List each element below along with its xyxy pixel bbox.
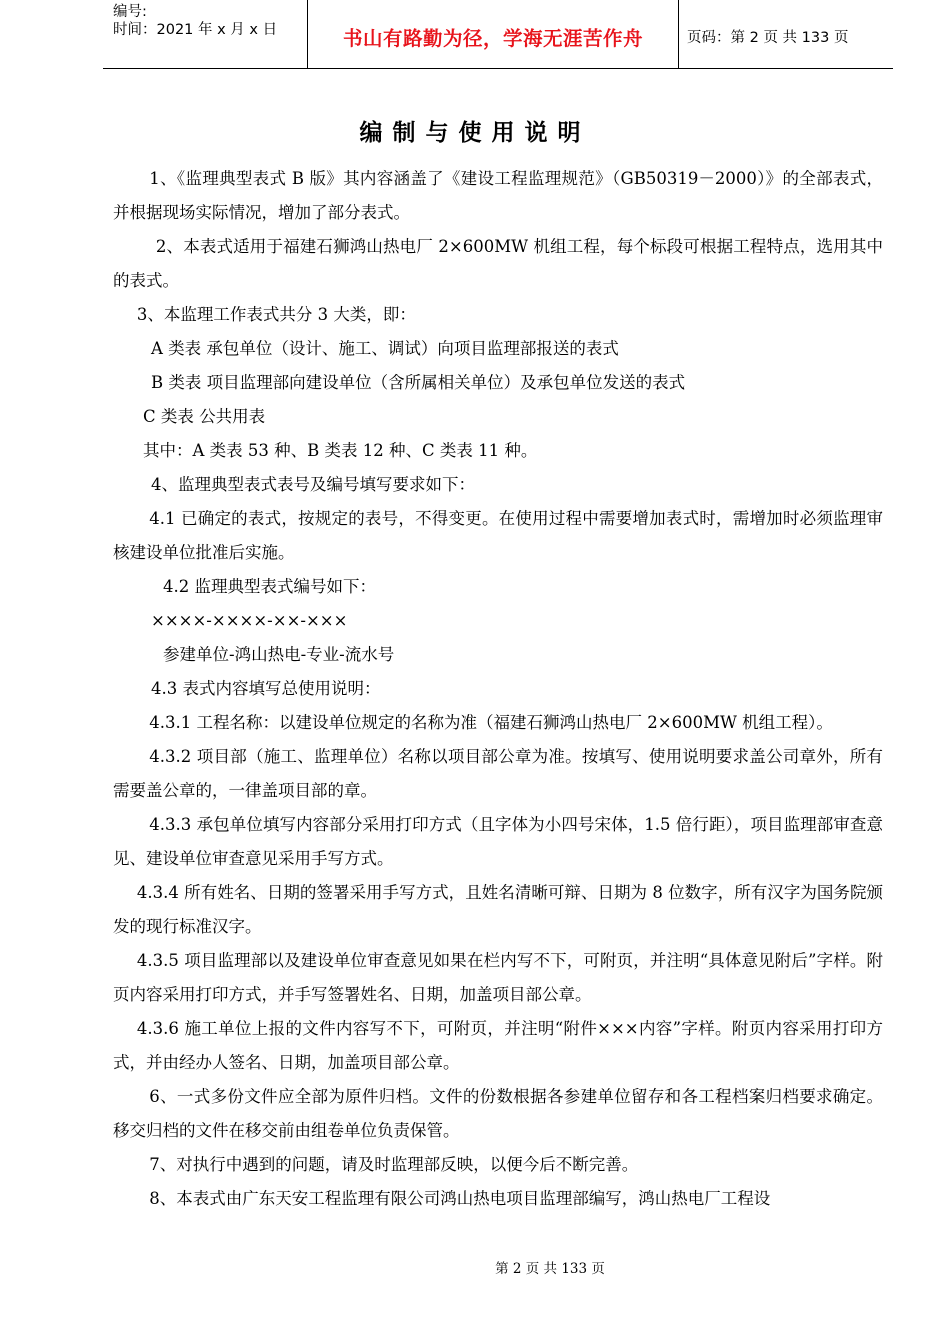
paragraph: 4.3.2 项目部（施工、监理单位）名称以项目部公章为准。按填写、使用说明要求盖公司章外，所有需要盖公章的，一律盖项目部的章。 bbox=[113, 747, 883, 800]
header-page-cell bbox=[687, 0, 893, 68]
document-number-label: 编号: bbox=[113, 4, 147, 20]
paragraph: 4.3.3 承包单位填写内容部分采用打印方式（且字体为小四号宋体，1.5 倍行距），项目监理部审查意见、建设单位审查意见采用手写方式。 bbox=[113, 815, 883, 868]
paragraph: 4.1 已确定的表式，按规定的表号，不得变更。在使用过程中需要增加表式时，需增加时必须监理审核建设单位批准后实施。 bbox=[113, 509, 883, 562]
paragraph: 3、本监理工作表式共分 3 大类，即： bbox=[136, 305, 416, 324]
document-title: 编制与使用说明 bbox=[359, 120, 591, 146]
paragraph: 4.2 监理典型表式编号如下： bbox=[163, 577, 376, 596]
document-date: 时间：2021 年 x 月 x 日 bbox=[113, 22, 278, 38]
paragraph: 4.3.5 项目监理部以及建设单位审查意见如果在栏内写不下，可附页，并注明“具体意见附后”字样。附页内容采用打印方式，并手写签署姓名、日期，加盖项目部公章。 bbox=[113, 951, 883, 1004]
paragraph: 4、监理典型表式表号及编号填写要求如下： bbox=[151, 475, 475, 494]
paragraph: 1、《监理典型表式 B 版》其内容涵盖了《建设工程监理规范》（GB50319－2000）》的全部表式，并根据现场实际情况，增加了部分表式。 bbox=[113, 169, 883, 222]
paragraph: ××××-××××-××-××× bbox=[151, 611, 348, 630]
paragraph: B 类表 项目监理部向建设单位（含所属相关单位）及承包单位发送的表式 bbox=[151, 373, 686, 392]
paragraph: 7、对执行中遇到的问题，请及时监理部反映，以便今后不断完善。 bbox=[149, 1155, 639, 1174]
paragraph: 8、本表式由广东天安工程监理有限公司鸿山热电项目监理部编写，鸿山热电厂工程设 bbox=[149, 1189, 771, 1208]
paragraph: 4.3.6 施工单位上报的文件内容写不下，可附页，并注明“附件×××内容”字样。附页内容采用打印方式，并由经办人签名、日期，加盖项目部公章。 bbox=[113, 1019, 883, 1072]
paragraph: 2、本表式适用于福建石狮鸿山热电厂 2×600MW 机组工程，每个标段可根据工程特点，选用其中的表式。 bbox=[113, 237, 883, 290]
header-motto-cell bbox=[307, 0, 679, 68]
paragraph: 4.3.4 所有姓名、日期的签署采用手写方式，且姓名清晰可辩、日期为 8 位数字，所有汉字为国务院颁发的现行标准汉字。 bbox=[113, 883, 883, 936]
paragraph: 6、一式多份文件应全部为原件归档。文件的份数根据各参建单位留存和各工程档案归档要求确定。移交归档的文件在移交前由组卷单位负责保管。 bbox=[113, 1087, 883, 1140]
paragraph: C 类表 公共用表 bbox=[143, 407, 266, 426]
paragraph: 4.3.1 工程名称：以建设单位规定的名称为准（福建石狮鸿山热电厂 2×600MW 机组工程）。 bbox=[149, 713, 833, 732]
header-page-info: 页码：第 2 页 共 133 页 bbox=[687, 30, 849, 46]
header-meta bbox=[103, 0, 303, 68]
paragraph: 4.3 表式内容填写总使用说明： bbox=[151, 679, 381, 698]
page-header bbox=[103, 0, 893, 69]
paragraph: 参建单位-鸿山热电-专业-流水号 bbox=[163, 645, 395, 664]
page-footer: 第 2 页 共 133 页 bbox=[495, 1261, 605, 1277]
paragraph: A 类表 承包单位（设计、施工、调试）向项目监理部报送的表式 bbox=[151, 339, 619, 358]
paragraph: 其中：A 类表 53 种、B 类表 12 种、C 类表 11 种。 bbox=[143, 441, 538, 460]
header-motto: 书山有路勤为径，学海无涯苦作舟 bbox=[342, 27, 643, 50]
document-body bbox=[113, 162, 883, 1216]
